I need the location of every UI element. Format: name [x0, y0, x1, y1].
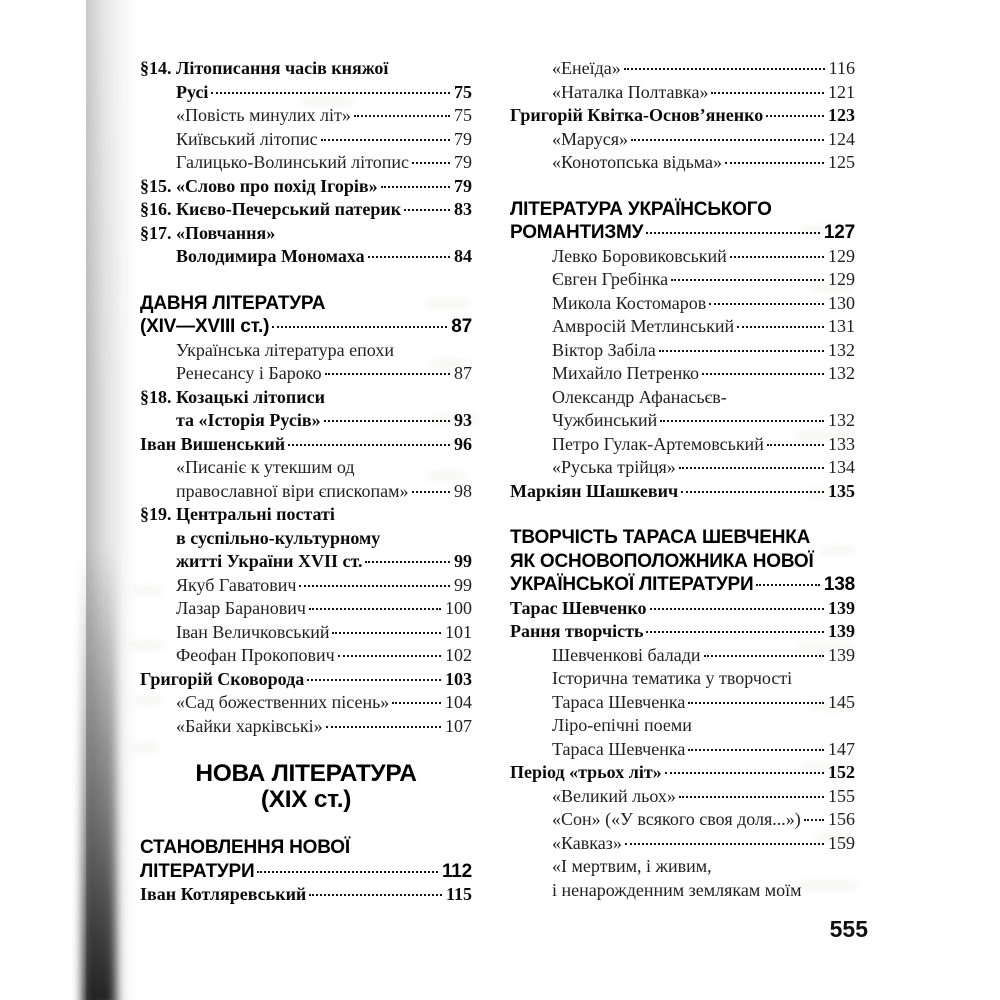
page-ref: 132 — [828, 410, 855, 430]
entry-title: Петро Гулак-Артемовський — [552, 433, 764, 454]
page-ref: 121 — [828, 81, 855, 102]
page-ref: 145 — [828, 691, 855, 712]
entry-title: Микола Костомаров — [552, 292, 707, 313]
toc-entry — [140, 527, 472, 551]
page-ref: 79 — [454, 175, 472, 196]
page-ref: 99 — [454, 574, 472, 595]
page-ref: 139 — [828, 644, 855, 665]
entry-title: Українська література епохи — [176, 339, 394, 360]
toc-entry — [140, 339, 472, 363]
toc-column-left — [140, 57, 472, 907]
page-ref: 127 — [823, 222, 855, 243]
toc-entry — [140, 787, 472, 813]
entry-title: «Маруся» — [552, 128, 629, 149]
entry-title: Іван Котляревський — [140, 884, 307, 904]
toc-entry — [140, 386, 472, 410]
page-ref: 139 — [828, 621, 855, 641]
entry-title: «І мертвим, і живим, — [552, 856, 712, 876]
entry-title: Тарас Шевченко — [510, 597, 647, 618]
entry-title: «Великий льох» — [552, 785, 676, 806]
entry-title: Історична тематика у творчості — [552, 668, 793, 688]
toc-entry — [510, 339, 855, 363]
toc-entry — [510, 362, 855, 386]
entry-title: Амвросій Метлинський — [552, 316, 735, 336]
toc-entry — [140, 245, 472, 269]
entry-title: §16. Києво-Печерський патерик — [140, 199, 402, 219]
toc-entry — [140, 128, 472, 152]
page-ref: 152 — [828, 762, 855, 782]
page-ref: 83 — [454, 199, 472, 219]
entry-title: Ренесансу і Бароко — [176, 363, 322, 383]
entry-title: Київський літопис — [176, 128, 318, 149]
page-ref: 93 — [454, 410, 472, 430]
entry-title: Григорій Квітка-Основ’яненко — [510, 105, 764, 125]
page-ref: 135 — [828, 480, 855, 501]
entry-title: §15. «Слово про похід Ігорів» — [140, 175, 378, 196]
entry-title: «Конотопська відьма» — [552, 152, 723, 172]
toc-entry — [140, 151, 472, 175]
toc-entry — [510, 550, 855, 574]
entry-title: (XIX ст.) — [260, 786, 352, 813]
page-ref: 87 — [454, 363, 472, 383]
page-ref: 123 — [828, 105, 855, 125]
toc-entry — [510, 691, 855, 715]
page-ref: 84 — [454, 246, 472, 266]
toc-entry — [510, 667, 855, 691]
toc-entry — [510, 879, 855, 903]
entry-title: УКРАЇНСЬКОЇ ЛІТЕРАТУРИ — [510, 574, 754, 595]
entry-title: Ліро-епічні поеми — [552, 715, 692, 735]
page-ref: 131 — [828, 316, 855, 336]
entry-title: «Наталка Полтавка» — [552, 81, 709, 102]
page-ref: 134 — [828, 457, 855, 477]
entry-title: ЛІТЕРАТУРА УКРАЇНСЬКОГО — [510, 198, 772, 220]
page-ref: 75 — [454, 105, 472, 125]
toc-entry — [140, 836, 472, 860]
page-ref: 99 — [454, 551, 472, 571]
entry-title: «Байки харківські» — [176, 715, 323, 736]
toc-entry — [510, 409, 855, 433]
toc-entry — [510, 433, 855, 457]
toc-entry — [510, 480, 855, 504]
toc-entry — [140, 362, 472, 386]
page-ref: 104 — [445, 692, 472, 712]
entry-title: в суспільно-культурному — [176, 527, 381, 548]
toc-entry — [140, 503, 472, 527]
page-ref: 125 — [828, 152, 855, 172]
toc-entry — [510, 761, 855, 785]
entry-title: ТВОРЧІСТЬ ТАРАСА ШЕВЧЕНКА — [510, 527, 811, 548]
page-ref: 96 — [454, 433, 472, 454]
toc-entry — [140, 715, 472, 739]
toc-entry — [140, 456, 472, 480]
toc-entry — [510, 644, 855, 668]
page-ref: 129 — [828, 269, 855, 289]
entry-title: Євген Гребінка — [552, 269, 669, 289]
page-ref: 101 — [445, 621, 472, 642]
entry-title: Володимира Мономаха — [176, 246, 365, 266]
toc-entry — [510, 57, 855, 81]
entry-title: Чужбинський — [552, 410, 658, 430]
toc-entry — [140, 222, 472, 246]
entry-title: і ненарожденним землякам моїм — [552, 879, 802, 900]
entry-title: Рання творчість — [510, 621, 644, 641]
page-ref: 107 — [445, 715, 472, 736]
toc-entry — [510, 832, 855, 856]
toc-entry — [140, 574, 472, 598]
page-ref: 116 — [828, 58, 855, 78]
page-ref: 115 — [445, 884, 472, 904]
page-ref: 87 — [451, 316, 472, 337]
toc-entry — [140, 860, 472, 884]
entry-title: §17. «Повчання» — [140, 222, 276, 243]
toc-entry — [140, 621, 472, 645]
entry-title: Феофан Прокопович — [176, 645, 335, 665]
entry-title: «Кавказ» — [552, 832, 622, 853]
toc-entry — [140, 57, 472, 81]
toc-entry — [140, 104, 472, 128]
entry-title: Михайло Петренко — [552, 363, 700, 383]
page-ref: 100 — [445, 598, 472, 618]
entry-title: «Руська трійця» — [552, 457, 676, 477]
entry-title: Русі — [176, 81, 209, 102]
page-ref: 155 — [828, 785, 855, 806]
entry-title: православної віри єпископам» — [176, 480, 409, 501]
page-ref: 132 — [828, 339, 855, 360]
page-ref: 139 — [828, 597, 855, 618]
entry-title: СТАНОВЛЕННЯ НОВОЇ — [140, 837, 350, 858]
toc-entry — [140, 597, 472, 621]
toc-entry — [140, 81, 472, 105]
toc-entry — [510, 81, 855, 105]
toc-entry — [140, 480, 472, 504]
toc-entry — [510, 855, 855, 879]
entry-title: Тараса Шевченка — [552, 691, 686, 712]
toc-entry — [140, 668, 472, 692]
toc-entry — [140, 691, 472, 715]
page-ref: 102 — [445, 645, 472, 665]
book-gutter-shadow — [86, 0, 138, 1000]
toc-entry — [510, 573, 855, 597]
toc-entry — [510, 221, 855, 245]
page-ref: 147 — [828, 738, 855, 759]
entry-title: §19. Центральні постаті — [140, 504, 335, 524]
entry-title: «Сад божественних пісень» — [176, 692, 390, 712]
toc-entry — [510, 315, 855, 339]
page-ref: 112 — [441, 860, 472, 882]
page-ref: 156 — [828, 809, 855, 829]
entry-title: Олександр Афанасьєв- — [552, 386, 727, 407]
toc-entry — [140, 550, 472, 574]
entry-title: «Сон» («У всякого своя доля...») — [552, 809, 801, 829]
entry-title: РОМАНТИЗМУ — [510, 222, 644, 243]
entry-title: Іван Вишенський — [140, 433, 286, 454]
toc-entry — [510, 526, 855, 550]
entry-title: Тараса Шевченка — [552, 738, 686, 759]
toc-entry — [510, 292, 855, 316]
entry-title: Іван Величковський — [176, 621, 330, 642]
page-ref: 103 — [445, 668, 472, 689]
entry-title: Григорій Сковорода — [140, 668, 305, 689]
entry-title: Галицько-Волинський літопис — [176, 152, 409, 172]
toc-entry — [510, 456, 855, 480]
page-ref: 98 — [454, 480, 472, 501]
toc-entry — [510, 620, 855, 644]
entry-title: житті України XVII ст. — [176, 551, 363, 571]
page-ref: 133 — [828, 433, 855, 454]
page-ref: 75 — [454, 81, 472, 102]
entry-title: та «Історія Русів» — [176, 410, 321, 430]
toc-entry — [510, 104, 855, 128]
toc-entry — [510, 738, 855, 762]
entry-title: §14. Літописання часів княжої — [140, 58, 389, 78]
toc-entry — [510, 386, 855, 410]
toc-entry — [510, 808, 855, 832]
entry-title: Маркіян Шашкевич — [510, 480, 679, 501]
page-ref: 132 — [828, 363, 855, 383]
page-ref: 124 — [828, 128, 855, 149]
toc-entry — [510, 785, 855, 809]
entry-title: (XIV—XVIII ст.) — [140, 316, 270, 337]
entry-title: Левко Боровиковський — [552, 245, 727, 266]
toc-entry — [510, 714, 855, 738]
entry-title: Шевченкові балади — [552, 644, 701, 665]
page-ref: 159 — [828, 832, 855, 853]
toc-entry — [510, 128, 855, 152]
entry-title: Якуб Гаватович — [176, 574, 297, 595]
entry-title: Період «трьох літ» — [510, 762, 662, 782]
toc-entry — [140, 433, 472, 457]
toc-column-right — [510, 57, 855, 902]
toc-entry — [510, 597, 855, 621]
toc-entry — [510, 151, 855, 175]
toc-entry — [140, 175, 472, 199]
entry-title: «Писаніє к утекшим од — [176, 457, 355, 477]
toc-entry — [140, 761, 472, 787]
toc-entry — [140, 315, 472, 339]
toc-entry — [510, 198, 855, 222]
toc-entry — [140, 198, 472, 222]
entry-title: Віктор Забіла — [552, 339, 656, 360]
entry-title: ЛІТЕРАТУРИ — [140, 860, 255, 882]
page-ref: 79 — [454, 128, 472, 149]
toc-entry — [140, 883, 472, 907]
entry-title: Лазар Баранович — [176, 598, 306, 618]
page-ref: 130 — [828, 292, 855, 313]
entry-title: §18. Козацькі літописи — [140, 386, 325, 407]
page-ref: 129 — [828, 245, 855, 266]
entry-title: «Енеїда» — [552, 58, 621, 78]
entry-title: «Повість минулих літ» — [176, 105, 351, 125]
entry-title: ДАВНЯ ЛІТЕРАТУРА — [140, 292, 326, 314]
page-ref: 79 — [454, 152, 472, 172]
page-number: 555 — [829, 916, 868, 942]
toc-entry — [140, 409, 472, 433]
toc-entry — [510, 245, 855, 269]
toc-entry — [510, 268, 855, 292]
entry-title: ЯК ОСНОВОПОЛОЖНИКА НОВОЇ — [510, 550, 814, 572]
page-ref: 138 — [823, 574, 855, 595]
toc-entry — [140, 292, 472, 316]
toc-entry — [140, 644, 472, 668]
entry-title: НОВА ЛІТЕРАТУРА — [195, 760, 417, 787]
